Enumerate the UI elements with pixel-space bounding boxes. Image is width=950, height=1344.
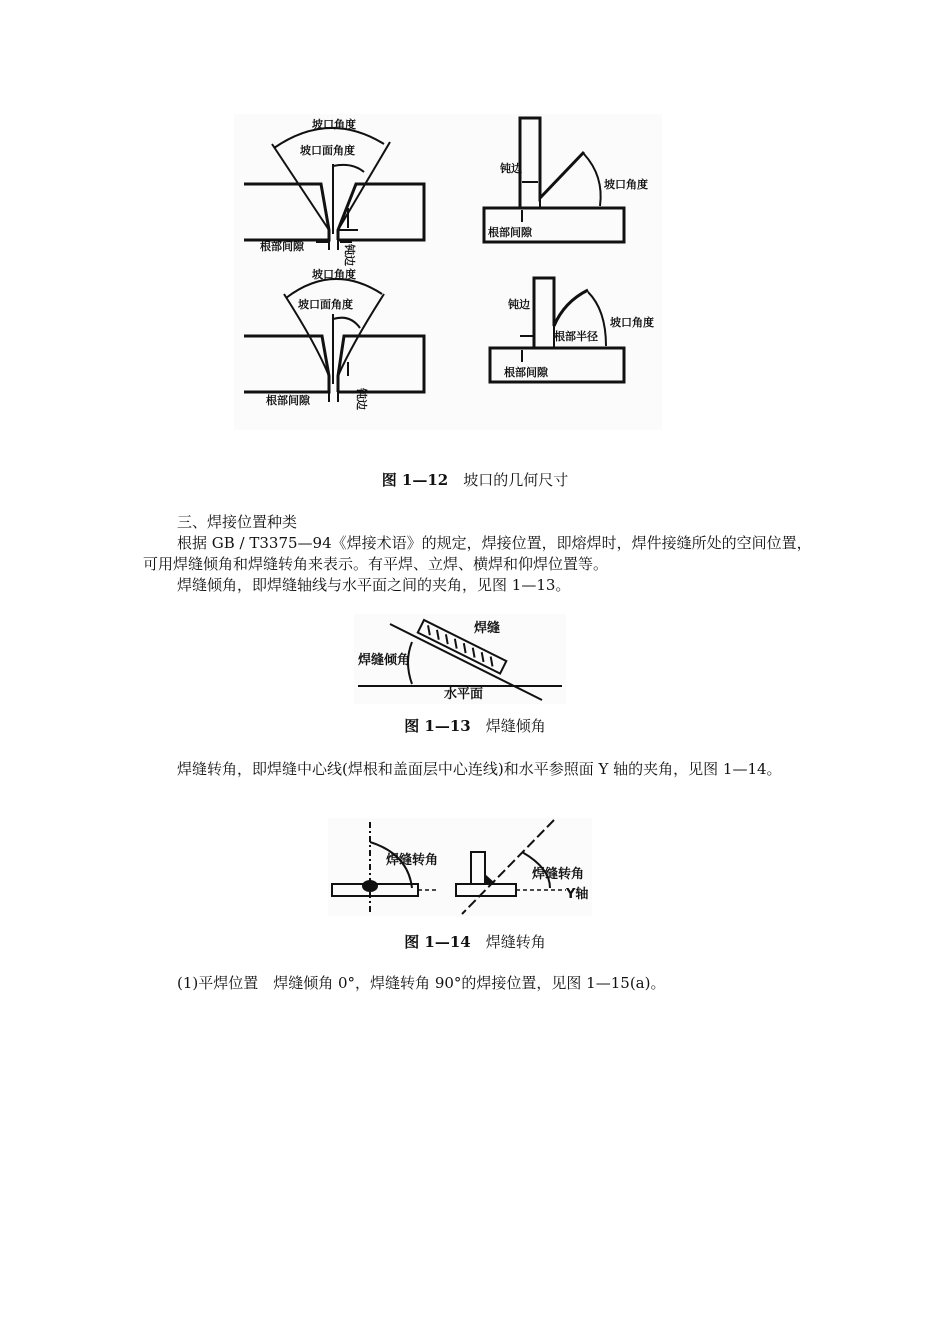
- label-weld: 焊缝: [474, 621, 501, 636]
- label-groove-angle-br: 坡口角度: [610, 316, 654, 329]
- figure-12-title: 坡口的几何尺寸: [463, 471, 569, 489]
- figure-12-number: 图 1—12: [381, 471, 449, 489]
- label-groove-angle-bl: 坡口角度: [312, 268, 356, 281]
- label-root-gap-bl: 根部间隙: [266, 394, 310, 407]
- label-bevel-angle-bl: 坡口面角度: [298, 298, 353, 311]
- figure-14-title: 焊缝转角: [485, 933, 546, 951]
- figure-weld-incline: [354, 614, 566, 704]
- paragraph-flat-position: (1)平焊位置 焊缝倾角 0°，焊缝转角 90°的焊接位置，见图 1—15(a)。: [177, 974, 666, 992]
- label-blunt-edge: 钝边: [343, 244, 356, 266]
- paragraph-weld-rotation: 焊缝转角，即焊缝中心线(焊根和盖面层中心连线)和水平参照面 Y 轴的夹角，见图 1—14。: [177, 760, 782, 778]
- figure-weld-rotation: [328, 818, 592, 916]
- weld-rotation-diagram: [328, 818, 592, 916]
- label-groove-angle-tr: 坡口角度: [604, 178, 648, 191]
- label-weld-rotation-left: 焊缝转角: [386, 853, 439, 868]
- figure-12-caption: [0, 470, 950, 490]
- label-root-radius: 根部半径: [554, 330, 598, 343]
- groove-geometry-diagram: [234, 114, 662, 430]
- label-weld-rotation-right: 焊缝转角: [532, 867, 585, 882]
- weld-bead-flat: [362, 880, 378, 892]
- label-root-gap: 根部间隙: [260, 240, 304, 253]
- paragraph-welding-terms: 根据 GB / T3375—94《焊接术语》的规定，焊接位置，即熔焊时，焊件接缝所处的空间位置，可用焊缝倾角和焊缝转角来表示。有平焊、立焊、横焊和仰焊位置等。: [143, 534, 812, 573]
- label-weld-incline: 焊缝倾角: [358, 653, 411, 668]
- figure-13-number: 图 1—13: [404, 717, 471, 735]
- figure-14-caption: [0, 932, 950, 952]
- figure-13-title: 焊缝倾角: [485, 717, 546, 735]
- weld-incline-diagram: [354, 614, 566, 704]
- label-horizontal-plane: 水平面: [444, 687, 484, 702]
- label-blunt-edge-bl: 钝边: [355, 388, 368, 410]
- label-blunt-edge-br: 钝边: [508, 298, 530, 311]
- figure-13-caption: [0, 716, 950, 736]
- figure-groove-geometry: [234, 114, 662, 430]
- label-groove-angle: 坡口角度: [312, 118, 356, 131]
- figure-14-number: 图 1—14: [404, 933, 471, 951]
- label-y-axis: Y轴: [566, 887, 589, 902]
- paragraph-weld-incline: 焊缝倾角，即焊缝轴线与水平面之间的夹角，见图 1—13。: [177, 576, 571, 594]
- label-blunt-edge-tr: 钝边: [500, 162, 522, 175]
- section-heading: 三、焊接位置种类: [177, 513, 298, 531]
- label-root-gap-br: 根部间隙: [504, 366, 548, 379]
- label-root-gap-tr: 根部间隙: [488, 226, 532, 239]
- label-bevel-angle: 坡口面角度: [300, 144, 355, 157]
